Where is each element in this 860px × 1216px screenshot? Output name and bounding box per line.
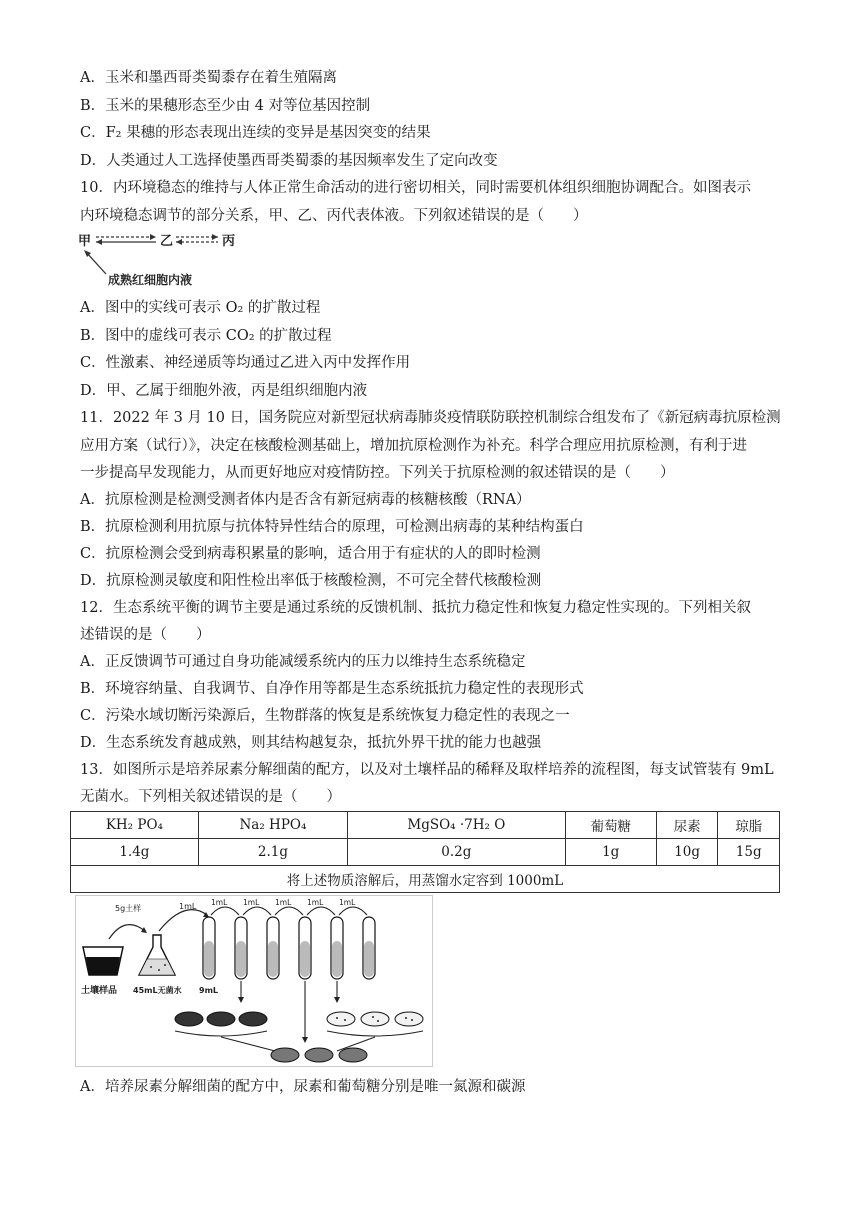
q12-stem-line1: 12．生态系统平衡的调节主要是通过系统的反馈机制、抵抗力稳定性和恢复力稳定性实现的。下列相关叙 xyxy=(80,600,751,616)
table-value-cell: 15g xyxy=(718,839,780,866)
transfer-volume-label: 1mL xyxy=(339,898,356,907)
q10-option-d: D．甲、乙属于细胞外液，丙是组织细胞内液 xyxy=(80,383,368,399)
q11-option-a: A．抗原检测是检测受测者体内是否含有新冠病毒的核糖核酸（RNA） xyxy=(80,492,531,508)
transfer-volume-label: 1mL xyxy=(211,898,228,907)
q12-option-b: B．环境容纳量、自我调节、自净作用等都是生态系统抵抗力稳定性的表现形式 xyxy=(80,681,584,697)
table-header-cell: 尿素 xyxy=(656,812,718,839)
q12-option-c: C．污染水域切断污染源后，生物群落的恢复是系统恢复力稳定性的表现之一 xyxy=(80,708,570,724)
culture-plates-medium-density xyxy=(271,1048,367,1062)
diagram-label-rbc: 成熟红细胞内液 xyxy=(108,273,193,287)
table-value-cell: 1.4g xyxy=(71,839,199,866)
table-header-row xyxy=(71,812,780,839)
flask-water-label: 45mL无菌水 xyxy=(133,986,182,995)
q12-stem-line2: 述错误的是（ ） xyxy=(80,627,211,643)
table-value-cell: 10g xyxy=(656,839,718,866)
soil-sample-label: 土壤样品 xyxy=(81,986,118,996)
q10-option-c: C．性激素、神经递质等均通过乙进入丙中发挥作用 xyxy=(80,355,411,371)
table-header-cell: 葡萄糖 xyxy=(565,812,656,839)
table-value-row xyxy=(71,839,780,866)
q9-option-d: D．人类通过人工选择使墨西哥类蜀黍的基因频率发生了定向改变 xyxy=(80,153,498,169)
q12-option-a: A．正反馈调节可通过自身功能减缓系统内的压力以维持生态系统稳定 xyxy=(80,654,526,670)
table-value-cell: 0.2g xyxy=(348,839,566,866)
q9-option-b: B．玉米的果穗形态至少由 4 对等位基因控制 xyxy=(80,98,371,114)
sample-weight-label: 5g土样 xyxy=(115,904,142,913)
q12-option-d: D．生态系统发育越成熟，则其结构越复杂，抵抗外界干扰的能力也越强 xyxy=(80,735,542,751)
q9-option-a: A．玉米和墨西哥类蜀黍存在着生殖隔离 xyxy=(80,70,337,86)
table-value-cell: 2.1g xyxy=(198,839,347,866)
culture-plates-low-density xyxy=(327,1012,423,1026)
q11-stem-line1: 11．2022 年 3 月 10 日，国务院应对新型冠状病毒肺炎疫情联防联控机制综合组发布了《新冠病毒抗原检测 xyxy=(80,410,781,426)
recipe-table xyxy=(70,811,780,893)
q13-option-a: A．培养尿素分解细菌的配方中，尿素和葡萄糖分别是唯一氮源和碳源 xyxy=(80,1079,526,1095)
table-value-cell: 1g xyxy=(565,839,656,866)
table-note-row xyxy=(71,866,780,893)
q11-stem-line3: 一步提高早发现能力，从而更好地应对疫情防控。下列关于抗原检测的叙述错误的是（ ） xyxy=(80,465,675,481)
dilution-flow-figure xyxy=(75,895,433,1067)
q10-option-a: A．图中的实线可表示 O₂ 的扩散过程 xyxy=(80,300,321,316)
table-header-cell: KH₂ PO₄ xyxy=(71,812,199,839)
table-header-cell: Na₂ HPO₄ xyxy=(198,812,347,839)
q10-option-b: B．图中的虚线可表示 CO₂ 的扩散过程 xyxy=(80,328,332,344)
tube-volume-label: 9mL xyxy=(199,986,218,995)
transfer-volume-label: 1mL xyxy=(307,898,324,907)
q13-stem-line1: 13．如图所示是培养尿素分解细菌的配方，以及对土壤样品的稀释及取样培养的流程图，每支试管装有 9mL xyxy=(80,762,774,778)
culture-plates-high-density xyxy=(175,1012,267,1026)
transfer-volume-label: 1mL xyxy=(179,902,197,911)
q9-option-c: C．F₂ 果穗的形态表现出连续的变异是基因突变的结果 xyxy=(80,125,431,141)
q10-body-fluid-diagram xyxy=(78,230,258,292)
diagram-label-jia: 甲 xyxy=(78,234,92,249)
q11-option-b: B．抗原检测利用抗原与抗体特异性结合的原理，可检测出病毒的某种结构蛋白 xyxy=(80,519,584,535)
q13-stem-line2: 无菌水。下列相关叙述错误的是（ ） xyxy=(80,789,341,805)
table-note: 将上述物质溶解后，用蒸馏水定容到 1000mL xyxy=(71,866,780,893)
q10-stem-line2: 内环境稳态调节的部分关系，甲、乙、丙代表体液。下列叙述错误的是（ ） xyxy=(80,208,588,224)
table-header-cell: MgSO₄ ·7H₂ O xyxy=(348,812,566,839)
q10-stem-line1: 10．内环境稳态的维持与人体正常生命活动的进行密切相关，同时需要机体组织细胞协调配合。如图表示 xyxy=(80,180,751,196)
transfer-volume-label: 1mL xyxy=(275,898,292,907)
transfer-volume-label: 1mL xyxy=(243,898,260,907)
diagram-label-bing: 丙 xyxy=(222,234,236,249)
q11-option-c: C．抗原检测会受到病毒积累量的影响，适合用于有症状的人的即时检测 xyxy=(80,546,541,562)
table-header-cell: 琼脂 xyxy=(718,812,780,839)
q11-stem-line2: 应用方案（试行）》，决定在核酸检测基础上，增加抗原检测作为补充。科学合理应用抗原检测，有利于进 xyxy=(80,438,747,454)
diagram-label-yi: 乙 xyxy=(160,234,174,249)
soil-sample-beaker xyxy=(83,947,123,975)
q11-option-d: D．抗原检测灵敏度和阳性检出率低于核酸检测，不可完全替代核酸检测 xyxy=(80,573,542,589)
arrow-rbc-to-jia xyxy=(86,252,106,274)
